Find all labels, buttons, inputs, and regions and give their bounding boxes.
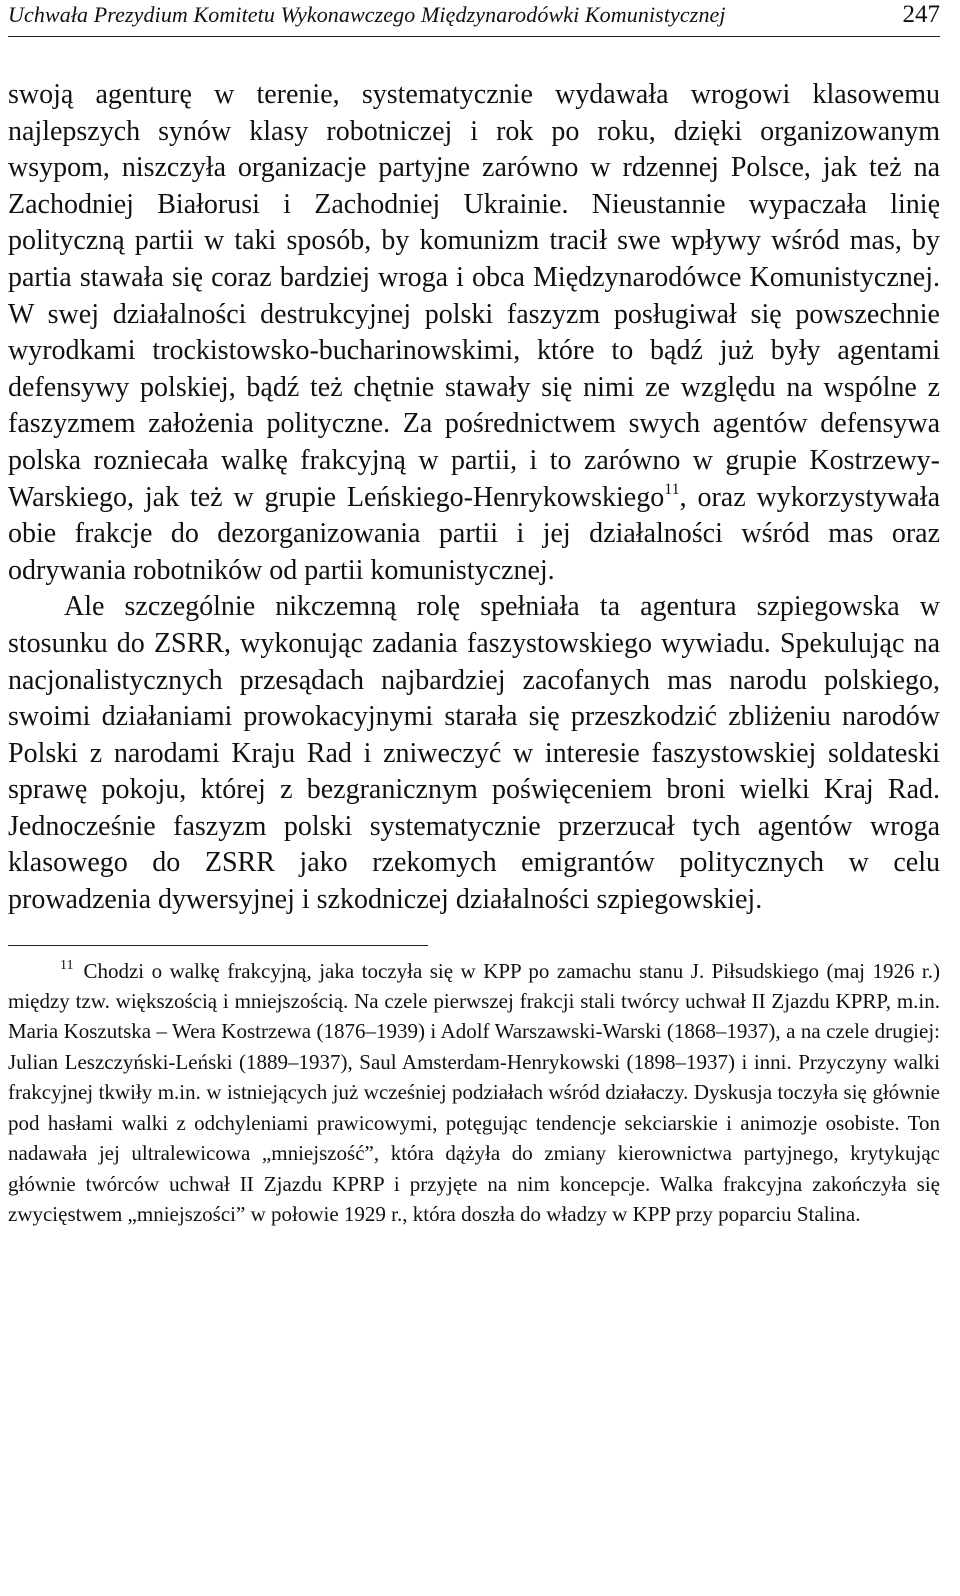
paragraph-1-part-a: swoją agenturę w terenie, systematycznie wydawała wrogowi klasowemu najlepszych synów klasy robotniczej i rok po roku, dzięki organizowanym wsypom, niszczyła organizacje partyjne zarówno w rdzennej Polsce, jak też na Zachodniej Białorusi i Zachodniej Ukrainie. Nieustannie wypaczała linię polityczną partii w taki sposób, by komunizm tracił swe wpływy wśród mas, by partia stawała się coraz bardziej wroga i obca Międzynarodówce Komunistycznej. W swej działalności destrukcyjnej polski faszyzm posługiwał się powszechnie wyrodkami trockistowsko-bucharinowskimi, które to bądź już były agentami defensywy polskiej, bądź też chętnie stawały się nimi ze względu na wspólne z faszyzmem założenia polityczne. Za pośrednictwem swych agentów defensywa polska rozniecała walkę frakcyjną w partii, i to zarówno w grupie Kostrzewy-Warskiego, jak też w grupie Leńskiego-Henrykowskiego bbox=[8, 79, 940, 513]
footnote-text: Chodzi o walkę frakcyjną, jaka toczyła się w KPP po zamachu stanu J. Piłsudskiego (maj 1926 r.) między tzw. większością i mniejszością. Na czele pierwszej frakcji stali twórcy uchwał II Zjazdu KPRP, m.in. Maria Koszutska – Wera Kostrzewa (1876–1939) i Adolf Warszawski-Warski (1868–1937), a na czele drugiej: Julian Leszczyński-Leński (1889–1937), Saul Amsterdam-Henrykowski (1898–1937) i inni. Przyczyny walki frakcyjnej tkwiły m.in. w istniejących już wcześniej podziałach wśród działaczy. Dyskusja toczyła się głównie pod hasłami walki z odchyleniami prawicowymi, potęgując tendencje sekciarskie i animozje osobiste. Ton nadawała jej ultralewicowa „mniejszość”, która dążyła do zmiany kierownictwa partyjnego, krytykując głównie twórców uchwał II Zjazdu KPRP i przyjęte na nim koncepcje. Walka frakcyjna zakończyła się zwycięstwem „mniejszości” w połowie 1929 r., która doszła do władzy w KPP przy poparciu Stalina. bbox=[8, 958, 940, 1226]
running-header-title: Uchwała Prezydium Komitetu Wykonawczego Międzynarodówki Komunistycznej bbox=[8, 2, 726, 27]
paragraph-1 bbox=[8, 77, 940, 589]
footnote bbox=[8, 956, 940, 1230]
paragraph-1-part-b: , oraz wykorzystywała obie frakcje do dezorganizowania partii i jej działalności wśród mas oraz odrywania robotników od partii komunistycznej. bbox=[8, 481, 940, 586]
main-text bbox=[8, 77, 940, 919]
paragraph-2: Ale szczególnie nikczemną rolę spełniała ta agentura szpiegowska w stosunku do ZSRR, wykonując zadania faszystowskiego wywiadu. Spekulując na nacjonalistycznych przesądach najbardziej zacofanych mas narodu polskiego, swoimi działaniami prowokacyjnymi starała się przeszkodzić zbliżeniu narodów Polski z narodami Kraju Rad i zniweczyć w interesie faszystowskiej soldateski sprawę pokoju, której z bezgranicznym poświęceniem broni wielki Kraj Rad. Jednocześnie faszyzm polski systematycznie przerzucał tych agentów wroga klasowego do ZSRR jako rzekomych emigrantów politycznych w celu prowadzenia dywersyjnej i szkodniczej działalności szpiegowskiej. bbox=[8, 591, 940, 916]
page-number: 247 bbox=[902, 1, 940, 28]
footnote-reference: 11 bbox=[664, 480, 680, 498]
footnote-number: 11 bbox=[60, 957, 74, 973]
running-header bbox=[8, 0, 940, 37]
document-page bbox=[8, 0, 940, 1229]
footnote-separator bbox=[8, 945, 428, 946]
